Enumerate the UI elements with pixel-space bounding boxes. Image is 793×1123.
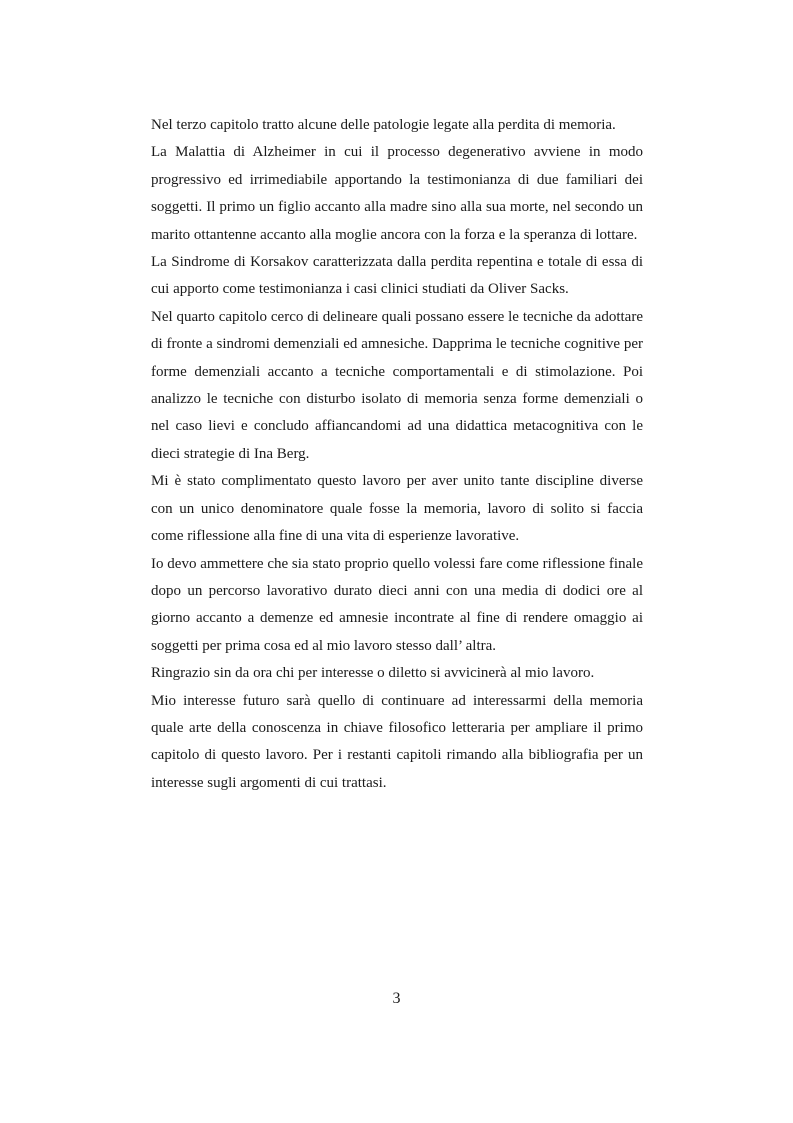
- paragraph: Nel terzo capitolo tratto alcune delle patologie legate alla perdita di memoria.: [151, 117, 616, 133]
- paragraph: Mi è stato complimentato questo lavoro per aver unito tante discipline diverse con un unico denominatore quale fosse la memoria, lavoro di solito si faccia come riflessione alla fine di una vita di esperienze lavorative.: [151, 473, 643, 545]
- paragraph: La Malattia di Alzheimer in cui il processo degenerativo avviene in modo progressivo ed irrimediabile apportando la testimonianza di due familiari dei soggetti. Il primo un figlio accanto alla madre sino alla sua morte, nel secondo un marito ottantenne accanto alla moglie ancora con la forza e la speranza di lottare.: [151, 144, 643, 243]
- paragraph: La Sindrome di Korsakov caratterizzata dalla perdita repentina e totale di essa di cui apporto come testimonianza i casi clinici studiati da Oliver Sacks.: [151, 254, 643, 298]
- page-number: 3: [392, 990, 401, 1007]
- paragraph: Io devo ammettere che sia stato proprio quello volessi fare come riflessione finale dopo un percorso lavorativo durato dieci anni con una media di dodici ore al giorno accanto a demenze ed amnesie incontrate al fine di rendere omaggio ai soggetti per prima cosa ed al mio lavoro stesso dall’ altra.: [151, 555, 643, 654]
- body-text: [151, 112, 643, 797]
- paragraph: Ringrazio sin da ora chi per interesse o diletto si avvicinerà al mio lavoro.: [151, 665, 595, 682]
- paragraph: Mio interesse futuro sarà quello di continuare ad interessarmi della memoria quale arte della conoscenza in chiave filosofico letteraria per ampliare il primo capitolo di questo lavoro. Per i restanti capitoli rimando alla bibliografia per un interesse sugli argomenti di cui trattasi.: [151, 692, 643, 791]
- paragraph: Nel quarto capitolo cerco di delineare quali possano essere le tecniche da adottare di fronte a sindromi demenziali ed amnesiche. Dapprima le tecniche cognitive per forme demenziali accanto a tecniche comportamentali e di stimolazione. Poi analizzo le tecniche con disturbo isolato di memoria senza forme demenziali o nel caso lievi e concludo affiancandomi ad una didattica metacognitiva con le dieci strategie di Ina Berg.: [151, 308, 643, 462]
